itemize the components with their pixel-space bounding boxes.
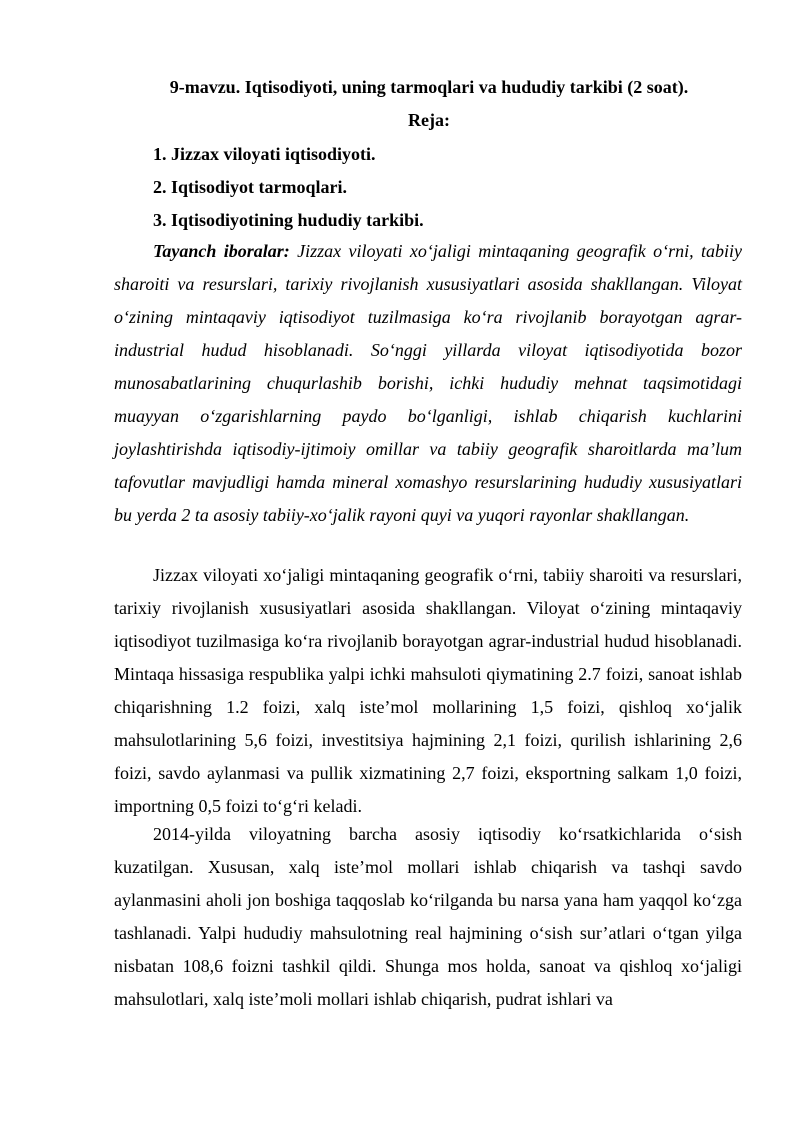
plan-heading: Reja:	[408, 110, 450, 130]
plan-item-1: 1. Jizzax viloyati iqtisodiyoti.	[153, 144, 376, 164]
keywords-paragraph	[114, 235, 742, 532]
keywords-label: Tayanch iboralar:	[153, 241, 290, 261]
body-paragraph-2: 2014-yilda viloyatning barcha asosiy iqtisodiy ko‘rsatkichlarida o‘sish kuzatilgan. Xususan, xalq iste’mol mollari ishlab chiqarish va tashqi savdo aylanmasini aholi jon boshiga taqqoslab ko‘rilganda bu narsa yana ham yaqqol ko‘zga tashlanadi. Yalpi hududiy mahsulotning real hajmining o‘sish sur’atlari o‘tgan yilga nisbatan 108,6 foizni tashkil qildi. Shunga mos holda, sanoat va qishloq xo‘jaligi mahsulotlari, xalq iste’moli mollari ishlab chiqarish, pudrat ishlari va	[114, 824, 742, 1009]
document-title: 9-mavzu. Iqtisodiyoti, uning tarmoqlari va hududiy tarkibi (2 soat).	[169, 77, 689, 97]
body-paragraph-1: Jizzax viloyati xo‘jaligi mintaqaning geografik o‘rni, tabiiy sharoiti va resurslari, tarixiy rivojlanish xususiyatlari asosida shakllangan. Viloyat o‘zining mintaqaviy iqtisodiyot tuzilmasiga ko‘ra rivojlanib borayotgan agrar-industrial hudud hisoblanadi. Mintaqa hissasiga respublika yalpi ichki mahsuloti qiymatining 2.7 foizi, sanoat ishlab chiqarishning 1.2 foizi, xalq iste’mol mollarining 1,5 foizi, qishloq xo‘jalik mahsulotlarining 5,6 foizi, investitsiya hajmining 2,1 foizi, qurilish ishlarining 2,6 foizi, savdo aylanmasi va pullik xizmatining 2,7 foizi, eksportning salkam 1,0 foizi, importning 0,5 foizi to‘g‘ri keladi.	[114, 565, 742, 816]
plan-item-3: 3. Iqtisodiyotining hududiy tarkibi.	[153, 210, 424, 230]
keywords-text: Jizzax viloyati xo‘jaligi mintaqaning geografik o‘rni, tabiiy sharoiti va resurslari, tarixiy rivojlanish xususiyatlari asosida shakllangan. Viloyat o‘zining mintaqaviy iqtisodiyot tuzilmasiga ko‘ra rivojlanib borayotgan agrar-industrial hudud hisoblanadi. So‘nggi yillarda viloyat iqtisodiyotida bozor munosabatlarining chuqurlashib borishi, ichki hududiy mehnat taqsimotidagi muayyan o‘zgarishlarning paydo bo‘lganligi, ishlab chiqarish kuchlarini joylashtirishda iqtisodiy-ijtimoiy omillar va tabiiy geografik sharoitlarda ma’lum tafovutlar mavjudligi hamda mineral xomashyo resurslarining hududiy xususiyatlari bu yerda 2 ta asosiy tabiiy-xo‘jalik rayoni quyi va yuqori rayonlar shakllangan.	[114, 241, 742, 525]
plan-item-2: 2. Iqtisodiyot tarmoqlari.	[153, 177, 348, 197]
